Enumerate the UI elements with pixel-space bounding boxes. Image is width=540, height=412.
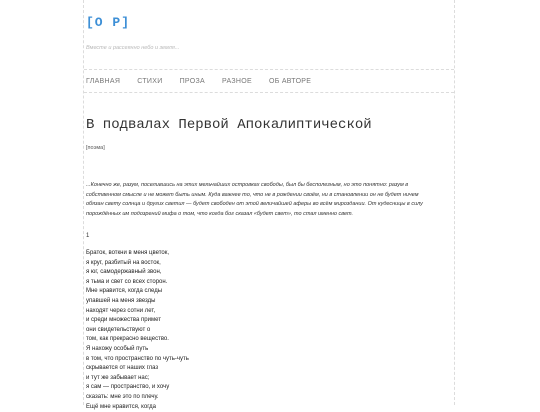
poem-line: в том, что пространство по чуть-чуть <box>86 355 189 365</box>
poem-line: я круг, разбитый на восток, <box>86 259 189 269</box>
site-logo[interactable]: [O P] <box>86 15 130 30</box>
poem-line: упавшей на меня звезды <box>86 297 189 307</box>
poem-line: находят через сотни лет, <box>86 307 189 317</box>
poem-line: я тьма и свет со всех сторон. <box>86 278 189 288</box>
poem-line: скрывается от наших глаз <box>86 364 189 374</box>
post-intro: ...Конечно же, разум, поселившись на этих мельчайших островках свободы, был бы бесполезным, но это понятно: разум в собственном смысле и не может быть иным. Куда важнее то, что не в рождении своём, ни в становлении он не будет ничем обязан свету солнца и других светил — будет свободен от этой величайшей аферы во всём мироздании. От кудесницы в силу порождённых им подозрений мифа о том, что когда бог сказал «будет свет», то стал именно свет. <box>86 181 436 219</box>
poem-line: я юг, самодержавный звон, <box>86 268 189 278</box>
post-tag[interactable]: [поэма] <box>86 145 105 151</box>
poem-line: том, как прекрасно вещество. <box>86 335 189 345</box>
page-container <box>83 0 455 405</box>
nav-item-about[interactable]: ОБ АВТОРЕ <box>269 78 311 85</box>
nav-item-prose[interactable]: ПРОЗА <box>180 78 205 85</box>
poem-line: Мне нравится, когда следы <box>86 287 189 297</box>
poem-line: Я нахожу особый путь <box>86 345 189 355</box>
nav-item-home[interactable]: ГЛАВНАЯ <box>86 78 120 85</box>
nav-item-poems[interactable]: СТИХИ <box>137 78 162 85</box>
section-number: 1 <box>86 233 89 239</box>
poem-line: Ещё мне нравится, когда <box>86 403 189 412</box>
poem-line: сказать: мне это по плечу. <box>86 393 189 403</box>
main-nav <box>84 69 454 93</box>
poem-line: и среди множества примет <box>86 316 189 326</box>
poem-line: и тут же забывает нас; <box>86 374 189 384</box>
site-tagline: Вместе и рассеянно небо и земля... <box>86 45 179 51</box>
poem-body <box>86 249 189 412</box>
poem-line: они свидетельствуют о <box>86 326 189 336</box>
nav-item-misc[interactable]: РАЗНОЕ <box>222 78 252 85</box>
poem-line: я сам — пространство, и хочу <box>86 383 189 393</box>
poem-line: Браток, воткни в меня цветок, <box>86 249 189 259</box>
post-title: В подвалах Первой Апокалиптической <box>86 117 372 133</box>
